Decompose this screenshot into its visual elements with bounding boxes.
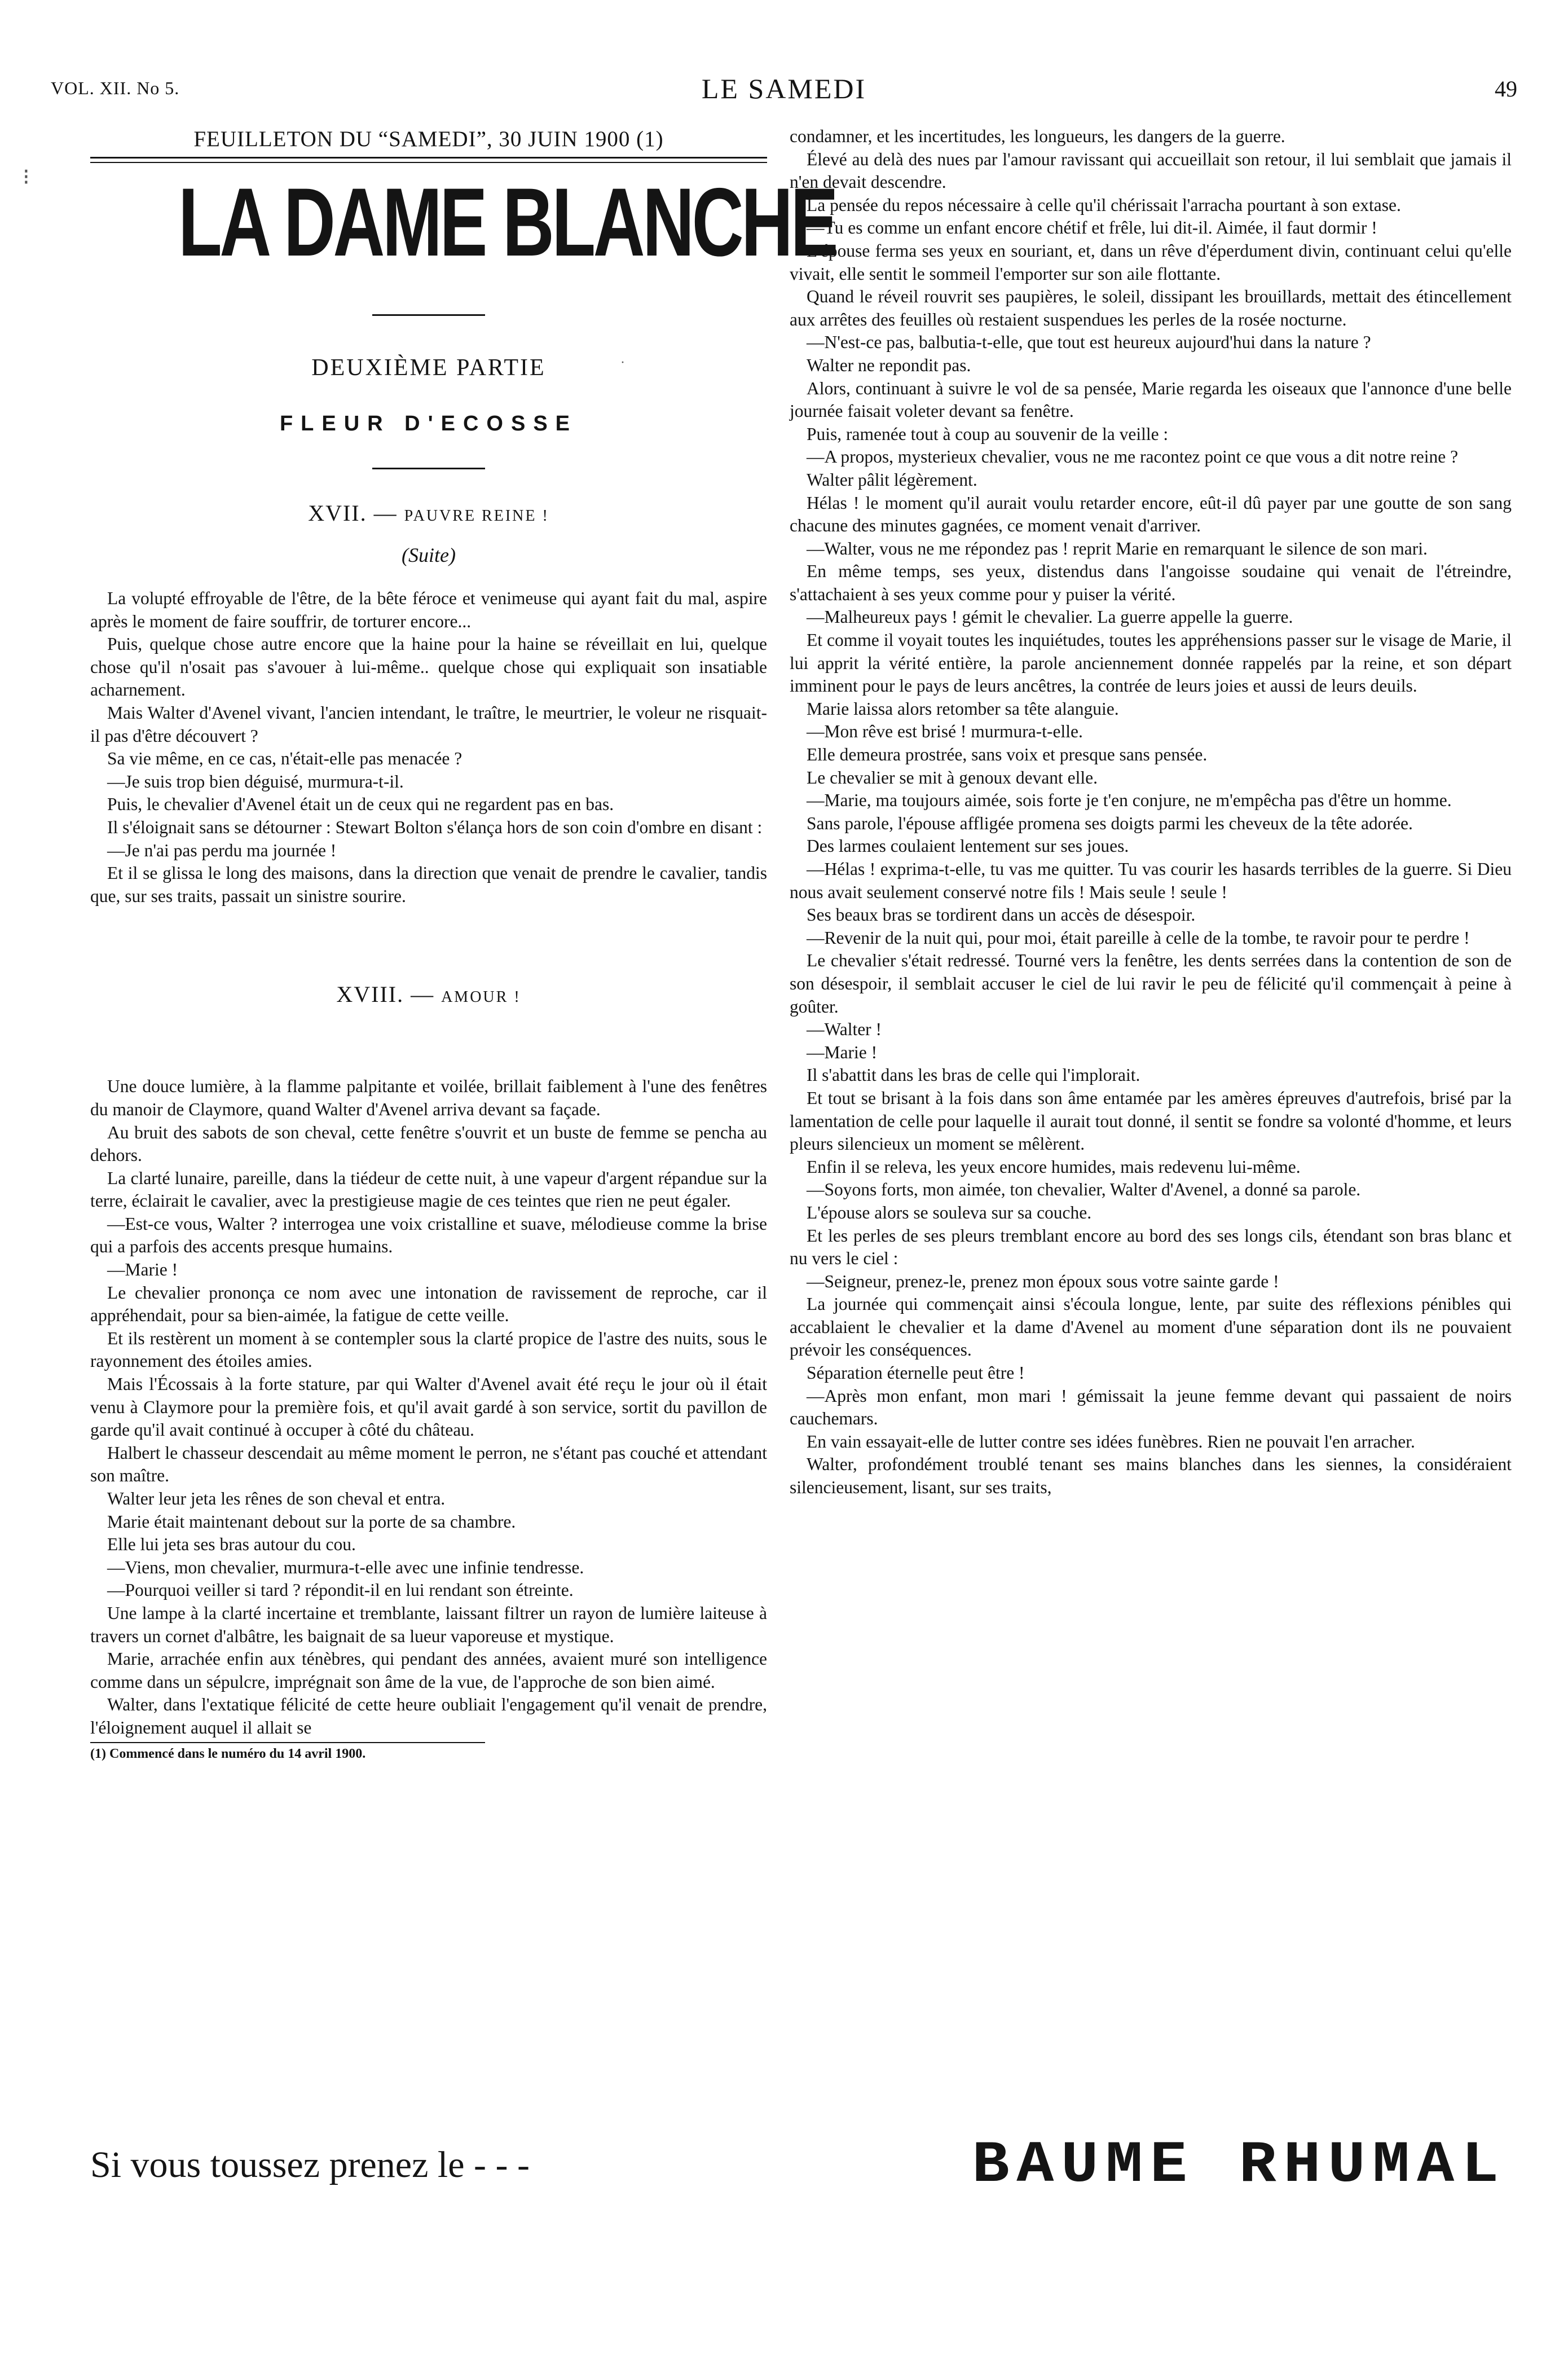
margin-mark: ⁝ bbox=[23, 164, 30, 190]
advertisement-brand: BAUME RHUMAL bbox=[972, 2132, 1506, 2199]
divider bbox=[90, 157, 767, 159]
footnote: (1) Commencé dans le numéro du 14 avril 1900. bbox=[90, 1746, 366, 1761]
paragraph: Sa vie même, en ce cas, n'était-elle pas menacée ? bbox=[107, 749, 463, 769]
paragraph: —Mon rêve est brisé ! murmura-t-elle. bbox=[807, 722, 1083, 742]
paragraph: —Revenir de la nuit qui, pour moi, était pareille à celle de la tombe, te ravoir pour te perdre ! bbox=[807, 927, 1470, 948]
paragraph: Ses beaux bras se tordirent dans un accès de désespoir. bbox=[807, 905, 1196, 925]
paragraph: Elle lui jeta ses bras autour du cou. bbox=[107, 1534, 356, 1555]
paragraph: —Malheureux pays ! gémit le chevalier. La guerre appelle la guerre. bbox=[807, 607, 1293, 627]
paragraph: Puis, ramenée tout à coup au souvenir de la veille : bbox=[807, 424, 1169, 444]
paragraph: Marie laissa alors retomber sa tête alanguie. bbox=[807, 698, 1119, 719]
paragraph: Le chevalier prononça ce nom avec une intonation de ravissement de reproche, car il appréhendait, pour sa bien-aimée, la fatigue de cette veille. bbox=[90, 1282, 767, 1326]
part-heading: DEUXIÈME PARTIE bbox=[311, 355, 546, 381]
chapter-number: XVII. — bbox=[308, 500, 404, 526]
paragraph: —Après mon enfant, mon mari ! gémissait la jeune femme devant qui passaient de noirs cauchemars. bbox=[790, 1385, 1512, 1429]
paragraph: —Seigneur, prenez-le, prenez mon époux sous votre sainte garde ! bbox=[807, 1271, 1279, 1291]
chapter-title: AMOUR ! bbox=[441, 988, 521, 1006]
volume-number: VOL. XII. No 5. bbox=[51, 78, 180, 98]
paragraph: —N'est-ce pas, balbutia-t-elle, que tout est heureux aujourd'hui dans la nature ? bbox=[807, 332, 1371, 353]
margin-mark: · bbox=[620, 355, 625, 370]
paragraph: Au bruit des sabots de son cheval, cette fenêtre s'ouvrit et un buste de femme se pencha au dehors. bbox=[90, 1122, 767, 1165]
paragraph: La clarté lunaire, pareille, dans la tiédeur de cette nuit, à une vapeur d'argent répandue sur la terre, éclairait le cavalier, avec la prestigieuse magie de ces teintes que rien ne peut égaler. bbox=[90, 1168, 767, 1211]
part-subtitle: FLEUR D'ECOSSE bbox=[279, 412, 578, 436]
paragraph: Quand le réveil rouvrit ses paupières, le soleil, dissipant les brouillards, mettait des étincellement aux arrêtes des feuilles où restaient suspendues les perles de la rosée nocturne. bbox=[790, 287, 1512, 329]
paragraph: —Viens, mon chevalier, murmura-t-elle avec une infinie tendresse. bbox=[107, 1557, 584, 1577]
paragraph: Des larmes coulaient lentement sur ses joues. bbox=[807, 836, 1129, 856]
paragraph: Enfin il se releva, les yeux encore humides, mais redevenu lui-même. bbox=[807, 1156, 1301, 1177]
paragraph: Et comme il voyait toutes les inquiétudes, toutes les appréhensions passer sur le visage de Marie, il lui apprit la vérité entière, la parole anciennement donnée rappelés par la reine, et son départ imminent pour le pays de leurs ancêtres, la contrée de leurs joies et aussi de leurs deuils. bbox=[790, 630, 1512, 696]
running-head bbox=[51, 72, 1517, 106]
paragraph: Walter pâlit légèrement. bbox=[807, 469, 977, 490]
paragraph: En vain essayait-elle de lutter contre ses idées funèbres. Rien ne pouvait l'en arracher. bbox=[807, 1431, 1415, 1451]
paragraph: Walter, profondément troublé tenant ses mains blanches dans les siennes, la considéraient silencieusement, lisant, sur ses traits, bbox=[790, 1454, 1512, 1498]
story-title: LA DAME BLANCHE bbox=[178, 168, 836, 276]
paragraph: —Je suis trop bien déguisé, murmura-t-il. bbox=[107, 771, 404, 791]
chapter-heading bbox=[90, 981, 767, 1008]
paragraph: Une douce lumière, à la flamme palpitante et voilée, brillait faiblement à l'une des fenêtres du manoir de Claymore, quand Walter d'Avenel arriva devant sa façade. bbox=[90, 1076, 767, 1119]
chapter-title: PAUVRE REINE ! bbox=[404, 507, 549, 525]
chapter-number: XVIII. — bbox=[336, 982, 442, 1008]
paragraph: L'épouse ferma ses yeux en souriant, et, dans un rêve d'éperdument divin, continuant celui qu'elle vivait, elle sentit le sommeil l'emporter sur son aile flottante. bbox=[790, 240, 1512, 284]
page-number: 49 bbox=[1495, 76, 1517, 102]
divider bbox=[90, 162, 767, 163]
footnote-rule bbox=[90, 1742, 485, 1743]
paragraph: —Hélas ! exprima-t-elle, tu vas me quitter. Tu vas courir les hasards terribles de la guerre. Si Dieu nous avait seulement conservé notre fils ! Mais seule ! seule ! bbox=[790, 859, 1512, 902]
paragraph: Mais l'Écossais à la forte stature, par qui Walter d'Avenel avait été reçu le jour où il était venu à Claymore pour la première fois, et qu'il avait gardé à son service, sortit du pavillon de garde qu'il avait continué à occuper à côté du château. bbox=[90, 1374, 767, 1440]
paragraph: Marie, arrachée enfin aux ténèbres, qui pendant des années, avaient muré son intelligence comme dans un sépulcre, imprégnait son âme de la vue, de l'approche de son bien aimé. bbox=[90, 1649, 767, 1692]
paragraph: —Walter, vous ne me répondez pas ! reprit Marie en remarquant le silence de son mari. bbox=[807, 538, 1428, 558]
paragraph: Puis, quelque chose autre encore que la haine pour la haine se réveillait en lui, quelque chose qu'il n'osait pas s'avouer à lui-même.. quelque chose qui expliquait son insatiable acharnement. bbox=[90, 634, 767, 700]
journal-name: LE SAMEDI bbox=[701, 73, 867, 104]
paragraph: Et les perles de ses pleurs tremblant encore au bord des ses longs cils, étendant son bras blanc et nu vers le ciel : bbox=[790, 1225, 1512, 1269]
feuilleton-heading: FEUILLETON DU “SAMEDI”, 30 JUIN 1900 (1) bbox=[193, 127, 664, 151]
paragraph: Walter, dans l'extatique félicité de cette heure oubliait l'engagement qu'il venait de prendre, l'éloignement auquel il allait se bbox=[90, 1695, 767, 1737]
paragraph: —Est-ce vous, Walter ? interrogea une voix cristalline et suave, mélodieuse comme la brise qui a parfois des accents presque humains. bbox=[90, 1213, 767, 1257]
paragraph: Hélas ! le moment qu'il aurait voulu retarder encore, eût-il dû payer par une goutte de son sang chacune des minutes gagnées, ce moment venait d'arriver. bbox=[790, 492, 1512, 536]
paragraph: La volupté effroyable de l'être, de la bête féroce et venimeuse qui ayant fait du mal, aspire après le moment de faire souffrir, de torturer encore... bbox=[90, 588, 767, 631]
paragraph: Et il se glissa le long des maisons, dans la direction que venait de prendre le cavalier, tandis que, sur ses traits, passait un sinistre sourire. bbox=[90, 863, 767, 906]
paragraph: Il s'éloignait sans se détourner : Stewart Bolton s'élança hors de son coin d'ombre en disant : bbox=[107, 817, 763, 837]
paragraph: Puis, le chevalier d'Avenel était un de ceux qui ne regardent pas en bas. bbox=[107, 794, 614, 815]
paragraph: —Pourquoi veiller si tard ? répondit-il en lui rendant son étreinte. bbox=[107, 1580, 574, 1600]
paragraph: —Marie ! bbox=[807, 1042, 878, 1062]
chapter-heading bbox=[90, 500, 767, 526]
paragraph: Une lampe à la clarté incertaine et tremblante, laissant filtrer un rayon de lumière laiteuse à travers un cornet d'albâtre, les baignait de sa lueur vaporeuse et mystique. bbox=[90, 1603, 767, 1646]
continued-note: (Suite) bbox=[402, 544, 456, 566]
paragraph: L'épouse alors se souleva sur sa couche. bbox=[807, 1202, 1092, 1222]
paragraph: La pensée du repos nécessaire à celle qu'il chérissait l'arracha pourtant à son extase. bbox=[807, 195, 1401, 215]
paragraph: La journée qui commençait ainsi s'écoula longue, lente, par suite des réflexions pénibles qui accablaient le chevalier et la dame d'Avenel au moment d'une séparation dont ils ne pouvaient prévoir les conséquences. bbox=[790, 1294, 1512, 1360]
paragraph: —Marie, ma toujours aimée, sois forte je t'en conjure, ne m'empêcha pas d'être un homme. bbox=[807, 790, 1452, 811]
paragraph: Il s'abattit dans les bras de celle qui l'implorait. bbox=[807, 1065, 1140, 1085]
paragraph: —A propos, mysterieux chevalier, vous ne me racontez point ce que vous a dit notre reine ? bbox=[807, 447, 1459, 467]
paragraph: Élevé au delà des nues par l'amour ravissant qui accueillait son retour, il lui semblait que jamais il n'en devait descendre. bbox=[790, 149, 1512, 192]
paragraph: —Walter ! bbox=[807, 1019, 882, 1040]
paragraph: Et ils restèrent un moment à se contempler sous la clarté propice de l'astre des nuits, sous le rayonnement des étoiles amies. bbox=[90, 1328, 767, 1371]
paragraph: Walter ne repondit pas. bbox=[807, 355, 971, 375]
chapter18-body bbox=[90, 1075, 767, 1739]
paragraph: —Marie ! bbox=[107, 1260, 178, 1280]
paragraph: Et tout se brisant à la fois dans son âme entamée par les amères épreuves d'autrefois, brisé par la lamentation de celle pour laquelle il aurait tout donné, il sentit se fondre sa volonté d'homme, et leurs pleurs silencieux un moment se mêlèrent. bbox=[790, 1088, 1512, 1154]
paragraph: Marie était maintenant debout sur la porte de sa chambre. bbox=[107, 1511, 516, 1532]
paragraph: —Je n'ai pas perdu ma journée ! bbox=[107, 840, 337, 860]
paragraph: Séparation éternelle peut être ! bbox=[807, 1363, 1025, 1383]
advertisement-text: Si vous toussez prenez le - - - bbox=[90, 2144, 530, 2185]
paragraph: Sans parole, l'épouse affligée promena ses doigts parmi les cheveux de la tête adorée. bbox=[807, 813, 1413, 833]
paragraph: Le chevalier se mit à genoux devant elle. bbox=[807, 767, 1098, 788]
paragraph: —Soyons forts, mon aimée, ton chevalier, Walter d'Avenel, a donné sa parole. bbox=[807, 1180, 1361, 1200]
paragraph: Elle demeura prostrée, sans voix et presque sans pensée. bbox=[807, 745, 1208, 765]
paragraph: Le chevalier s'était redressé. Tourné vers la fenêtre, les dents serrées dans la contention de son de son désespoir, il semblait accuser le ciel de lui ravir le peu de félicité qu'il commençait à peine à goûter. bbox=[790, 951, 1512, 1017]
paragraph: Walter leur jeta les rênes de son cheval et entra. bbox=[107, 1489, 446, 1508]
paragraph: condamner, et les incertitudes, les longueurs, les dangers de la guerre. bbox=[790, 126, 1285, 146]
right-column bbox=[790, 125, 1512, 1499]
paragraph: Mais Walter d'Avenel vivant, l'ancien intendant, le traître, le meurtrier, le voleur ne risquait-il pas d'être découvert ? bbox=[90, 702, 767, 746]
advertisement bbox=[90, 2127, 1506, 2206]
paragraph: —Tu es comme un enfant encore chétif et frêle, lui dit-il. Aimée, il faut dormir ! bbox=[807, 218, 1377, 238]
paragraph: Alors, continuant à suivre le vol de sa pensée, Marie regarda les oiseaux que l'annonce d'une belle journée faisait voleter devant sa fenêtre. bbox=[790, 378, 1512, 421]
chapter17-body bbox=[90, 587, 767, 908]
paragraph: En même temps, ses yeux, distendus dans l'angoisse soudaine qui venait de l'étreindre, s'attachaient à ses yeux comme pour y puiser la vérité. bbox=[790, 561, 1512, 604]
paragraph: Halbert le chasseur descendait au même moment le perron, ne s'étant pas couché et attendant son maître. bbox=[90, 1442, 767, 1486]
left-column bbox=[90, 125, 836, 1762]
